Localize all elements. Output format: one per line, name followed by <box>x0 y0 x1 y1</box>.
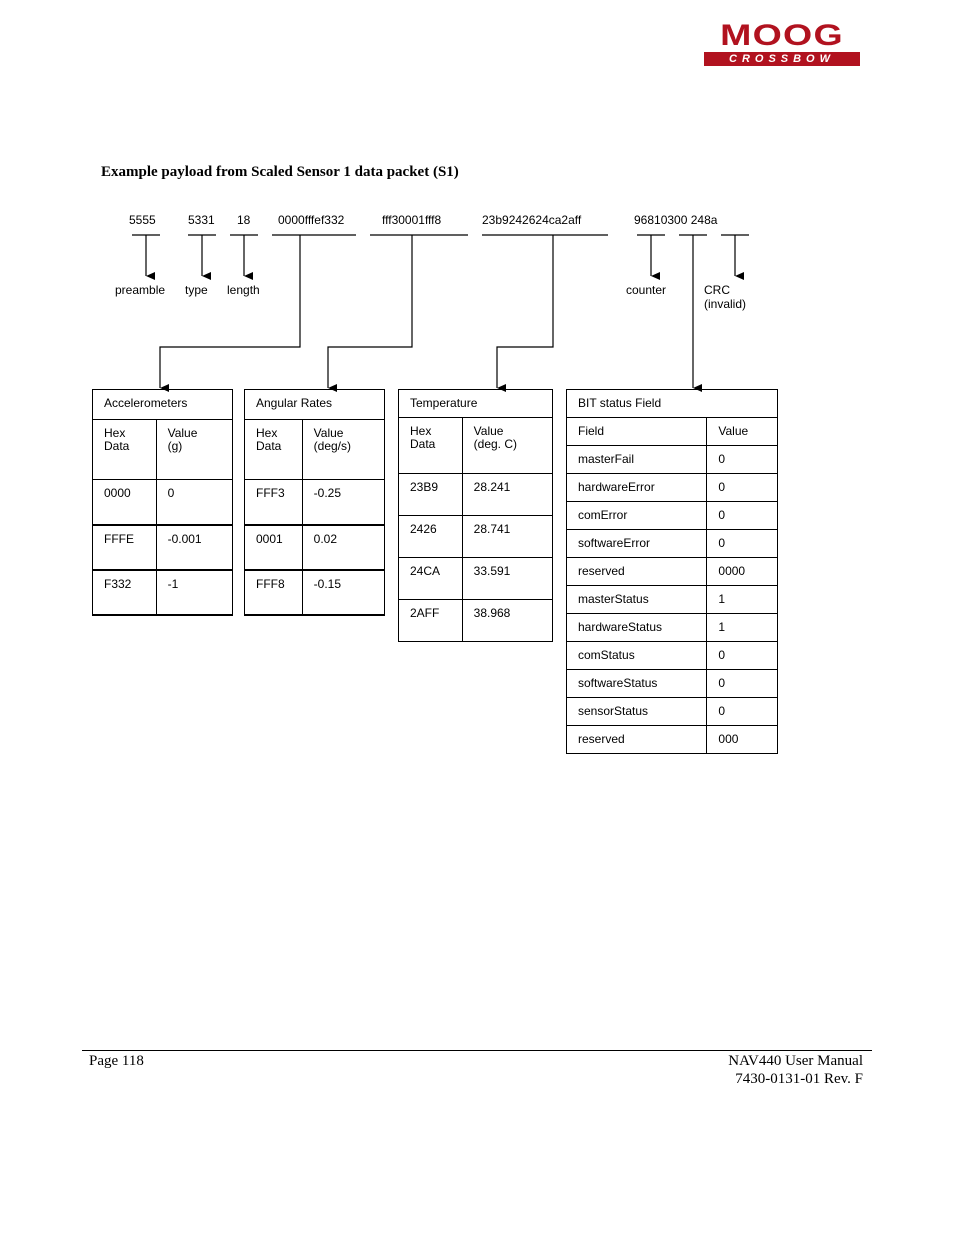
table-row: 2AFF 38.968 <box>399 600 553 642</box>
table-row: hardwareError 0 <box>567 474 778 502</box>
label-type: type <box>185 283 208 297</box>
table-row: sensorStatus 0 <box>567 698 778 726</box>
label-counter: counter <box>626 283 667 297</box>
rates-col-value: Value (deg/s) <box>302 420 384 480</box>
rates-col-hex: Hex Data <box>245 420 303 480</box>
logo-brand: MOOG <box>720 19 844 52</box>
hex-accel: 0000fffef332 <box>278 213 345 227</box>
doc-number: 7430-0131-01 Rev. F <box>735 1071 863 1087</box>
table-row: FFFE -0.001 <box>93 525 233 570</box>
section-title: Example payload from Scaled Sensor 1 data packet (S1) <box>101 164 459 180</box>
table-row: masterFail 0 <box>567 446 778 474</box>
arrow-temp <box>497 235 553 388</box>
table-row: FFF8 -0.15 <box>245 570 385 615</box>
hex-temp: 23b9242624ca2aff <box>482 213 582 227</box>
hex-length: 18 <box>237 213 251 227</box>
accel-col-value: Value (g) <box>156 420 232 480</box>
hex-rates: fff30001fff8 <box>382 213 442 227</box>
table-row: masterStatus 1 <box>567 586 778 614</box>
temp-col-value: Value (deg. C) <box>462 418 552 474</box>
hex-counter-crc: 96810300 248a <box>634 213 718 227</box>
table-row: F332 -1 <box>93 570 233 615</box>
footer-rule <box>82 1050 872 1051</box>
accelerometers-table <box>92 389 233 616</box>
table-row: softwareStatus 0 <box>567 670 778 698</box>
table-row: softwareError 0 <box>567 530 778 558</box>
table-row: FFF3 -0.25 <box>245 480 385 525</box>
table-row: reserved 0000 <box>567 558 778 586</box>
bit-status-table <box>566 389 778 754</box>
bit-col-field: Field <box>567 418 707 446</box>
temperature-title: Temperature <box>399 390 553 418</box>
page-number: Page 118 <box>89 1053 144 1069</box>
bit-status-title: BIT status Field <box>567 390 778 418</box>
connector-diagram <box>0 0 954 400</box>
arrow-rates <box>328 235 412 388</box>
table-row: reserved 000 <box>567 726 778 754</box>
accelerometers-title: Accelerometers <box>93 390 233 420</box>
bit-col-value: Value <box>707 418 778 446</box>
hex-type: 5331 <box>188 213 215 227</box>
label-crc-invalid: (invalid) <box>704 297 747 311</box>
label-length: length <box>227 283 260 297</box>
angular-rates-table <box>244 389 385 616</box>
temp-col-hex: Hex Data <box>399 418 463 474</box>
angular-rates-title: Angular Rates <box>245 390 385 420</box>
temperature-table <box>398 389 553 642</box>
table-row: 23B9 28.241 <box>399 474 553 516</box>
table-row: 24CA 33.591 <box>399 558 553 600</box>
table-row: 0001 0.02 <box>245 525 385 570</box>
table-row: 0000 0 <box>93 480 233 525</box>
table-row: 2426 28.741 <box>399 516 553 558</box>
hex-preamble: 5555 <box>129 213 156 227</box>
table-row: comStatus 0 <box>567 642 778 670</box>
table-row: hardwareStatus 1 <box>567 614 778 642</box>
manual-title: NAV440 User Manual <box>728 1053 863 1069</box>
label-preamble: preamble <box>115 283 166 297</box>
arrow-accel <box>160 235 300 388</box>
accel-col-hex: Hex Data <box>93 420 157 480</box>
table-row: comError 0 <box>567 502 778 530</box>
label-crc: CRC <box>704 283 730 297</box>
logo-sub: CROSSBOW <box>704 52 860 66</box>
